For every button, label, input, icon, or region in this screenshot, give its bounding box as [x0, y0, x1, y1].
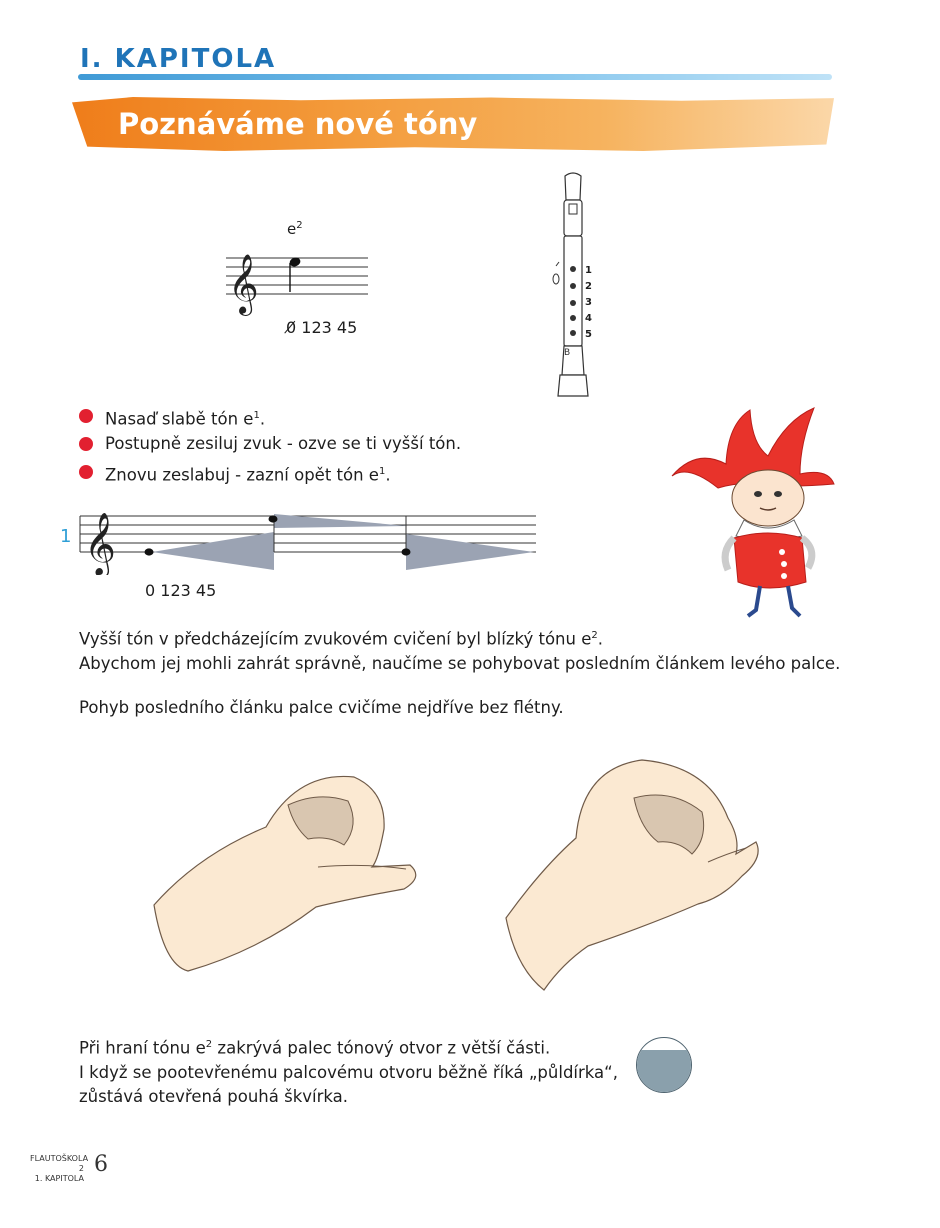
- recorder-illustration: [548, 170, 618, 402]
- hand-illustration-open: [148, 765, 424, 977]
- staff-e2: [220, 246, 370, 316]
- bullet-icon: [79, 437, 93, 451]
- paragraph-1: Vyšší tón v předcházejícím zvukovém cvičení byl blízký tónu $e^2$. Abychom jej mohli zahrát správně, naučíme se pohybovat posledním článkem levého palce.: [79, 629, 841, 673]
- jester-illustration: [668, 404, 848, 626]
- paragraph-3: Při hraní tónu $e^2$ zakrývá palec tónový otvor z větší části. I když se pootevřenému palcovému otvoru běžně říká „půldírka“, zůstává otevřená pouhá škvírka.: [79, 1038, 618, 1106]
- bullet-icon: [79, 409, 93, 423]
- section-title: Poznáváme nové tóny: [118, 107, 478, 141]
- crescendo-hairpin: [152, 532, 274, 570]
- list-item: Znovu zeslabuj - zazní opět tón $e^1$.: [78, 458, 461, 486]
- bullet-list: [78, 402, 461, 486]
- note-label: $e^2$: [287, 220, 303, 238]
- fingering-e2: 0̸ 123 45: [286, 318, 358, 337]
- page-number: 6: [94, 1152, 108, 1177]
- exercise-staff: [78, 500, 540, 575]
- treble-clef-icon: 𝄞: [84, 512, 116, 575]
- note-head: [402, 548, 411, 555]
- note-head: [145, 548, 154, 555]
- fingering-exercise: 0 123 45: [145, 581, 217, 600]
- treble-clef-icon: 𝄞: [228, 254, 259, 314]
- svg-text:B: B: [564, 348, 571, 358]
- chapter-title: I. KAPITOLA: [80, 44, 277, 74]
- chapter-rule: [78, 74, 832, 80]
- thumb-hole-covered-part: [637, 1050, 691, 1092]
- recorder-hole-numbers: 1 2 3 4 5: [585, 265, 592, 340]
- list-item: Nasaď slabě tón $e^1$.: [78, 402, 461, 430]
- hand-illustration-bent: [502, 758, 764, 994]
- thumb-hole-icon: [553, 274, 559, 284]
- paragraph-2: Pohyb posledního článku palce cvičíme nejdříve bez flétny.: [79, 698, 564, 717]
- footer-running-head: FLAUTOŠKOLA 2 1. KAPITOLA: [30, 1154, 89, 1183]
- list-item: Postupně zesiluj zvuk - ozve se ti vyšší tón.: [78, 430, 461, 458]
- bullet-icon: [79, 465, 93, 479]
- thumb-hole-diagram: [636, 1037, 692, 1093]
- diminuendo-hairpin: [406, 534, 534, 570]
- exercise-number: 1: [60, 526, 72, 547]
- note-head: [269, 515, 278, 522]
